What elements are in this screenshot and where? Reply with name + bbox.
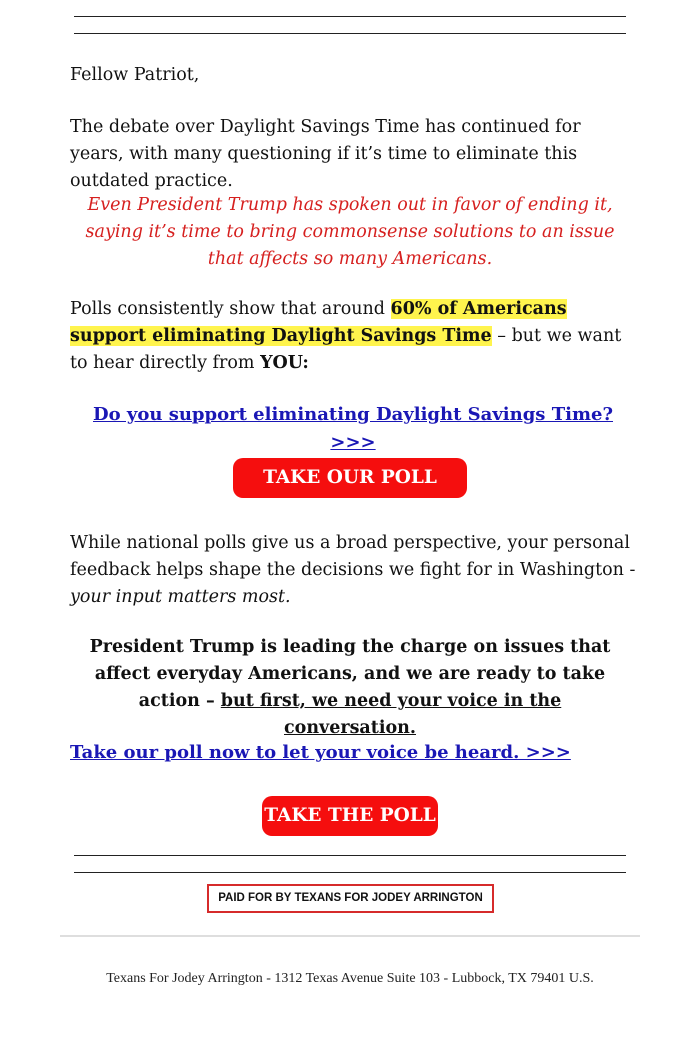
- feedback-text: While national polls give us a broad perspective, your personal feedback helps shape the decisions we fight for in Washington -: [70, 533, 636, 580]
- top-divider-1: [74, 16, 626, 17]
- bottom-divider-2: [74, 872, 626, 873]
- trump-quote: Even President Trump has spoken out in favor of ending it, saying it’s time to bring commonsense solutions to an issue that affects so many Americans.: [85, 195, 615, 269]
- leading-underlined: but first, we need your voice in the conversation.: [220, 691, 562, 738]
- polls-text-after: – but we want to hear directly from: [70, 326, 622, 373]
- poll-link-voice[interactable]: Take our poll now to let your voice be heard. >>>: [70, 742, 571, 763]
- trump-leading-paragraph: [76, 634, 624, 742]
- intro-paragraph: The debate over Daylight Savings Time has continued for years, with many questioning if it’s time to eliminate this outdated practice.: [70, 117, 581, 191]
- footer-divider: [60, 935, 640, 937]
- greeting: Fellow Patriot,: [70, 65, 200, 85]
- highlighted-stat: 60% of Americans support eliminating Daylight Savings Time: [70, 299, 567, 346]
- polls-text-before: Polls consistently show that around: [70, 299, 391, 319]
- feedback-italic: your input matters most.: [70, 587, 291, 607]
- feedback-paragraph: [70, 530, 636, 611]
- paid-for-disclaimer: PAID FOR BY TEXANS FOR JODEY ARRINGTON: [207, 884, 494, 913]
- bottom-divider-1: [74, 855, 626, 856]
- take-the-poll-button[interactable]: TAKE THE POLL: [262, 796, 438, 836]
- footer-address: Texans For Jodey Arrington - 1312 Texas Avenue Suite 103 - Lubbock, TX 79401 U.S.: [106, 971, 594, 986]
- you-emphasis: YOU:: [260, 353, 309, 373]
- take-our-poll-now-button[interactable]: TAKE OUR POLL NOW: [233, 458, 467, 498]
- poll-link-support[interactable]: Do you support eliminating Daylight Savings Time? >>>: [93, 404, 613, 453]
- leading-text: President Trump is leading the charge on issues that affect everyday Americans, and we are ready to take action –: [89, 637, 611, 711]
- polls-paragraph: [70, 296, 636, 377]
- poll-link-1-wrap: [70, 401, 636, 457]
- top-divider-2: [74, 33, 626, 34]
- poll-link-2-wrap: [70, 739, 636, 767]
